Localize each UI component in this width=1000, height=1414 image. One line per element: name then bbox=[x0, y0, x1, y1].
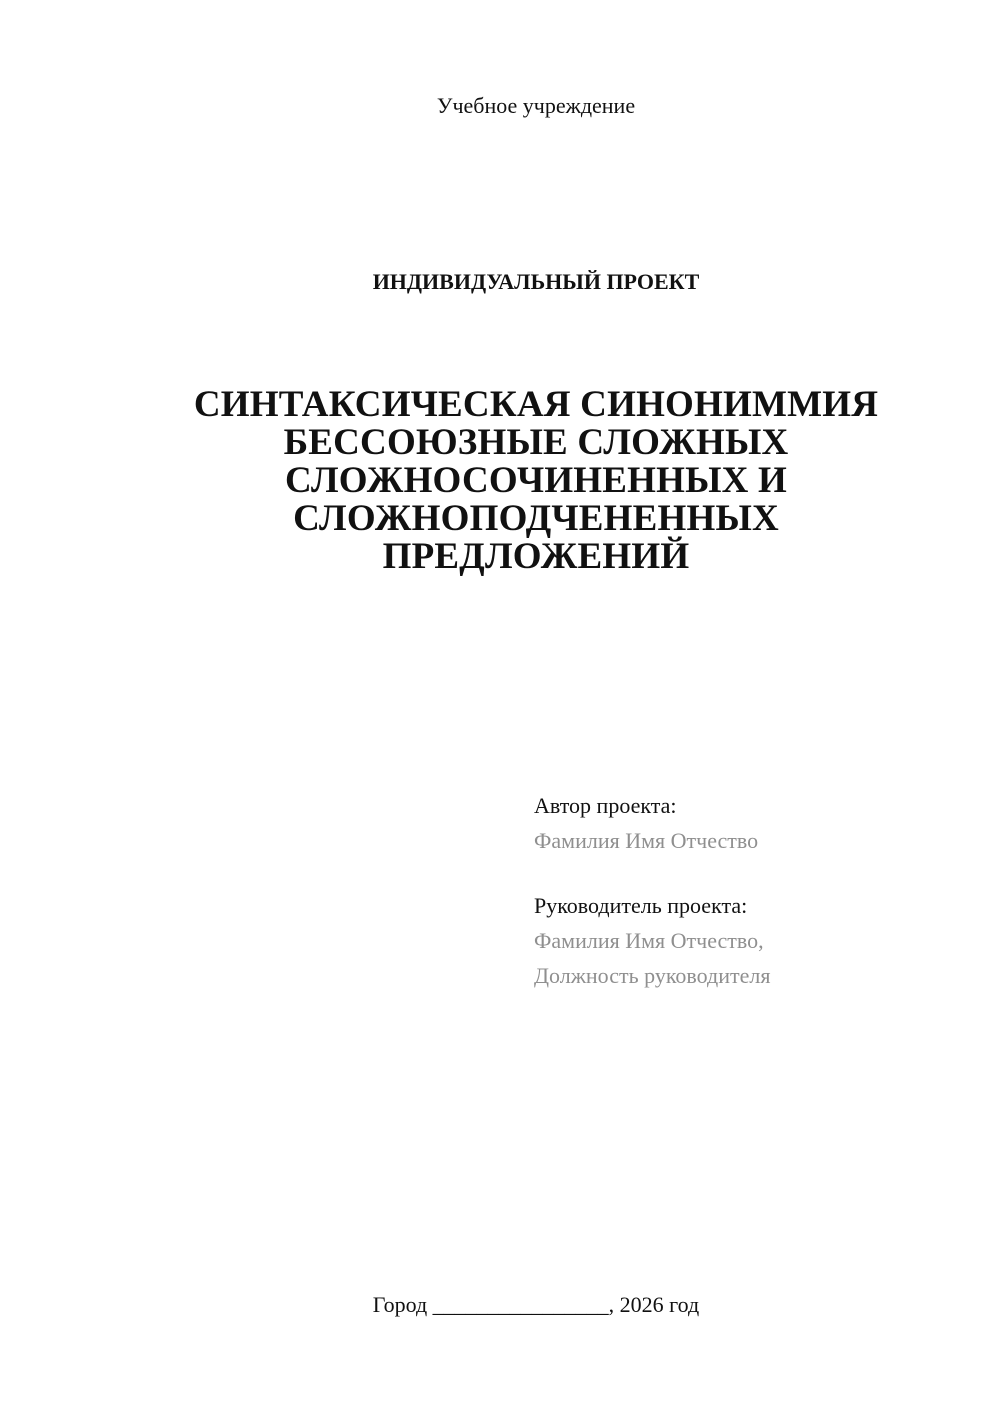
supervisor-name-placeholder: Фамилия Имя Отчество, bbox=[534, 928, 764, 953]
supervisor-position-placeholder: Должность руководителя bbox=[534, 963, 771, 988]
title-line: СЛОЖНОПОДЧЕНЕННЫХ bbox=[293, 498, 779, 539]
institution-name: Учебное учреждение bbox=[436, 93, 636, 118]
author-name-placeholder: Фамилия Имя Отчество bbox=[534, 828, 759, 853]
authors-block bbox=[534, 788, 974, 993]
title-line: СЛОЖНОСОЧИНЕННЫХ И bbox=[284, 460, 788, 501]
city-year-line: Город ________________, 2026 год bbox=[372, 1292, 700, 1317]
title-line: БЕССОЮЗНЫЕ СЛОЖНЫХ bbox=[283, 422, 789, 463]
title-line: ПРЕДЛОЖЕНИЙ bbox=[382, 536, 690, 577]
supervisor-label: Руководитель проекта: bbox=[534, 893, 748, 918]
author-label: Автор проекта: bbox=[534, 793, 677, 818]
spacer bbox=[534, 858, 974, 888]
project-title bbox=[150, 386, 922, 576]
title-line: СИНТАКСИЧЕСКАЯ СИНОНИММИЯ bbox=[193, 384, 879, 425]
project-type-heading: ИНДИВИДУАЛЬНЫЙ ПРОЕКТ bbox=[372, 269, 700, 294]
